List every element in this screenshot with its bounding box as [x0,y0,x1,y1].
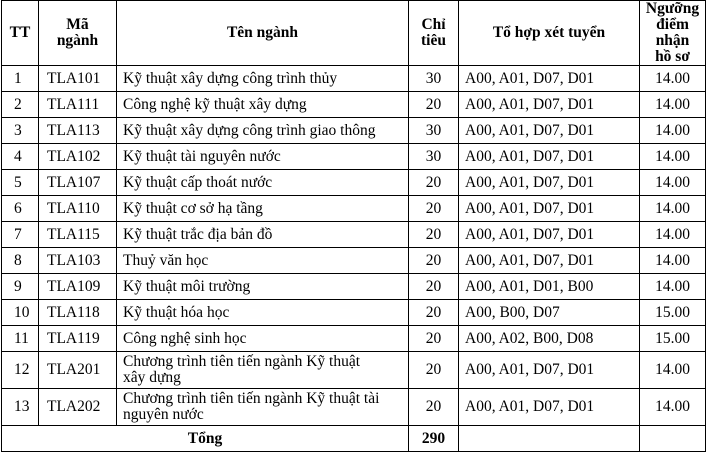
cell-tt: 2 [2,92,39,118]
cell-ma-nganh: TLA115 [39,222,117,248]
cell-ten-nganh: Thuỷ văn học [117,248,409,274]
cell-ten-nganh: Kỹ thuật cơ sở hạ tầng [117,196,409,222]
header-to-hop: Tổ hợp xét tuyển [459,1,640,66]
cell-to-hop: A00, A01, D07, D01 [459,248,640,274]
total-value: 290 [409,426,459,452]
cell-to-hop: A00, A02, B00, D08 [459,326,640,352]
cell-ten-nganh: Kỹ thuật hóa học [117,300,409,326]
table-row [2,222,706,248]
cell-tt: 4 [2,144,39,170]
cell-ten-nganh: Kỹ thuật cấp thoát nước [117,170,409,196]
cell-tt: 6 [2,196,39,222]
cell-tt: 10 [2,300,39,326]
table-row [2,144,706,170]
table-row [2,326,706,352]
cell-ma-nganh: TLA118 [39,300,117,326]
header-tt: TT [2,1,39,66]
table-row [2,300,706,326]
table-row [2,352,706,389]
table-row [2,66,706,92]
cell-ma-nganh: TLA119 [39,326,117,352]
cell-ten-nganh: Kỹ thuật xây dựng công trình thủy [117,66,409,92]
cell-ten-nganh: Kỹ thuật tài nguyên nước [117,144,409,170]
ten-nganh-line1: Chương trình tiên tiến ngành Kỹ thuật tài [123,390,380,407]
cell-ma-nganh: TLA201 [39,352,117,389]
cell-chi-tieu: 20 [409,196,459,222]
cell-chi-tieu: 20 [409,222,459,248]
cell-ten-nganh: Kỹ thuật môi trường [117,274,409,300]
cell-to-hop: A00, A01, D07, D01 [459,389,640,426]
header-ma-line2: ngành [56,32,99,49]
cell-ma-nganh: TLA107 [39,170,117,196]
cell-nguong-diem: 15.00 [640,300,706,326]
header-nguong-diem [640,1,706,66]
cell-chi-tieu: 30 [409,118,459,144]
cell-tt: 13 [2,389,39,426]
cell-chi-tieu: 20 [409,170,459,196]
cell-nguong-diem: 14.00 [640,144,706,170]
cell-nguong-diem: 14.00 [640,274,706,300]
cell-ten-nganh [117,389,409,426]
header-ten-nganh: Tên ngành [117,1,409,66]
cell-nguong-diem: 14.00 [640,248,706,274]
cell-nguong-diem: 14.00 [640,170,706,196]
cell-to-hop: A00, A01, D07, D01 [459,352,640,389]
cell-ma-nganh: TLA102 [39,144,117,170]
cell-ma-nganh: TLA110 [39,196,117,222]
cell-chi-tieu: 20 [409,326,459,352]
cell-tt: 1 [2,66,39,92]
cell-chi-tieu: 20 [409,92,459,118]
cell-tt: 3 [2,118,39,144]
cell-nguong-diem: 14.00 [640,92,706,118]
table-row [2,92,706,118]
cell-to-hop: A00, B00, D07 [459,300,640,326]
header-ma-nganh [39,1,117,66]
cell-to-hop: A00, A01, D07, D01 [459,118,640,144]
cell-nguong-diem: 14.00 [640,222,706,248]
cell-nguong-diem: 14.00 [640,196,706,222]
cell-chi-tieu: 30 [409,66,459,92]
cell-to-hop: A00, A01, D07, D01 [459,196,640,222]
cell-ten-nganh [117,352,409,389]
cell-to-hop: A00, A01, D07, D01 [459,92,640,118]
cell-tt: 5 [2,170,39,196]
cell-chi-tieu: 20 [409,352,459,389]
ten-nganh-line2: nguyên nước [123,406,204,423]
header-row [2,1,706,66]
cell-tt: 11 [2,326,39,352]
cell-nguong-diem: 15.00 [640,326,706,352]
cell-ma-nganh: TLA202 [39,389,117,426]
cell-to-hop: A00, A01, D07, D01 [459,222,640,248]
table-row [2,170,706,196]
cell-ten-nganh: Kỹ thuật xây dựng công trình giao thông [117,118,409,144]
table-row [2,389,706,426]
cell-ten-nganh: Kỹ thuật trắc địa bản đồ [117,222,409,248]
cell-ma-nganh: TLA113 [39,118,117,144]
cell-ten-nganh: Công nghệ sinh học [117,326,409,352]
cell-to-hop: A00, A01, D07, D01 [459,144,640,170]
ten-nganh-line2: xây dựng [123,369,181,386]
header-ma-line1: Mã [66,16,89,33]
cell-ten-nganh: Công nghệ kỹ thuật xây dựng [117,92,409,118]
cell-chi-tieu: 20 [409,274,459,300]
header-chi-line1: Chỉ [421,16,446,33]
cell-nguong-diem: 14.00 [640,118,706,144]
cell-ma-nganh: TLA101 [39,66,117,92]
cell-ma-nganh: TLA111 [39,92,117,118]
cell-nguong-diem: 14.00 [640,66,706,92]
table-row [2,248,706,274]
cell-chi-tieu: 20 [409,248,459,274]
cell-to-hop: A00, A01, D07, D01 [459,170,640,196]
cell-to-hop: A00, A01, D07, D01 [459,66,640,92]
cell-nguong-diem: 14.00 [640,352,706,389]
cell-tt: 12 [2,352,39,389]
ten-nganh-line1: Chương trình tiên tiến ngành Kỹ thuật [123,353,361,370]
cell-ma-nganh: TLA109 [39,274,117,300]
cell-chi-tieu: 20 [409,300,459,326]
table-row [2,196,706,222]
header-nguong-line3: hồ sơ [655,48,690,65]
header-nguong-line1: Ngưỡng [645,0,700,17]
cell-tt: 9 [2,274,39,300]
cell-tt: 7 [2,222,39,248]
cell-nguong-diem: 14.00 [640,389,706,426]
admission-table-container [1,0,706,452]
table-row [2,274,706,300]
cell-chi-tieu: 30 [409,144,459,170]
admission-table [1,0,706,452]
cell-to-hop: A00, A01, D01, B00 [459,274,640,300]
cell-ma-nganh: TLA103 [39,248,117,274]
header-chi-line2: tiêu [421,32,446,49]
cell-chi-tieu: 20 [409,389,459,426]
header-nguong-line2: điểm nhận [655,16,690,49]
cell-tt: 8 [2,248,39,274]
header-chi-tieu [409,1,459,66]
total-label: Tổng [2,426,409,452]
table-row [2,118,706,144]
